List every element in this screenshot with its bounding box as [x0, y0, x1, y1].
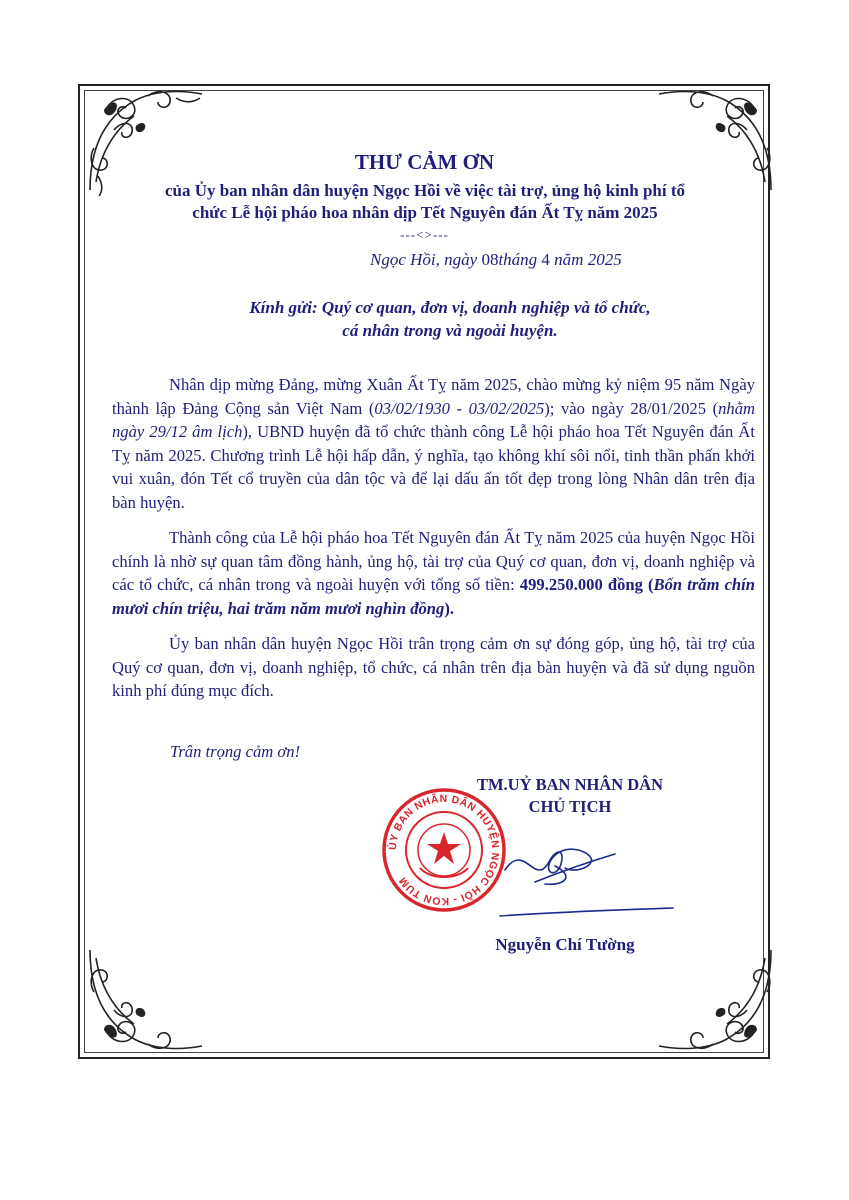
letter-title: THƯ CẢM ƠN — [354, 150, 495, 174]
date-suffix: năm 2025 — [549, 250, 622, 269]
recipient-line: Kính gửi: Quý cơ quan, đơn vị, doanh nghiệp và tổ chức, — [249, 298, 651, 317]
signatory-position: CHỦ TỊCH — [528, 797, 612, 816]
signer-name: Nguyễn Chí Tường — [495, 935, 635, 954]
signatory-org: TM.UỶ BAN NHÂN DÂN — [476, 775, 664, 794]
date-line — [370, 250, 622, 270]
donation-amount-words: Bốn trăm chín mươi chín triệu, hai trăm năm mươi nghìn đồng — [112, 575, 755, 618]
corner-ornament-icon — [655, 944, 775, 1054]
recipient-line: cá nhân trong và ngoài huyện. — [342, 321, 558, 340]
seal-text: ỦY BAN NHÂN DÂN HUYỆN NGỌC HỒI - KON TUM — [386, 792, 502, 908]
closing-line: Trân trọng cảm ơn! — [170, 742, 301, 761]
text-span: ), UBND huyện đã tổ chức thành công Lễ hội pháo hoa Tết Nguyên đán Ất Tỵ năm 2025. Chương trình Lễ hội hấp dẫn, ý nghĩa, tạo không khí sôi nổi, tinh thần phấn khởi vui xuân, đón Tết cổ truyền của dân tộc và để lại dấu ấn tốt đẹp trong lòng Nhân dân trên địa bàn huyện. — [112, 422, 755, 512]
donation-amount: 499.250.000 đồng — [519, 575, 643, 594]
date-month: 4 — [541, 250, 550, 269]
body-paragraph — [112, 526, 755, 620]
text-span: ). — [444, 598, 455, 618]
text-span: 03/02/1930 - 03/02/2025 — [374, 398, 545, 418]
date-month-label: tháng — [498, 250, 542, 269]
date-prefix: Ngọc Hồi, ngày — [370, 250, 482, 269]
text-span: ( — [642, 575, 654, 594]
text-span: ); vào ngày 28/01/2025 ( — [544, 398, 719, 418]
header-divider: ---<>--- — [400, 227, 449, 242]
body-paragraph — [112, 373, 755, 514]
letter-subtitle — [120, 180, 730, 224]
recipient-block — [150, 296, 750, 342]
date-day: 08 — [481, 250, 499, 269]
official-seal-icon — [380, 786, 508, 914]
letter-body — [112, 373, 755, 715]
text-span: Thành công của Lễ hội pháo hoa Tết Nguyên đán Ất Tỵ năm 2025 của huyện Ngọc Hồi chính là nhờ sự quan tâm đồng hành, ủng hộ, tài trợ của Quý cơ quan, đơn vị, doanh nghiệp và các tổ chức, cá nhân trong và ngoài huyện với tổng số tiền: — [112, 528, 755, 594]
subtitle-line: chức Lễ hội pháo hoa nhân dịp Tết Nguyên đán Ất Tỵ năm 2025 — [192, 203, 658, 222]
text-span: Nhân dịp mừng Đảng, mừng Xuân Ất Tỵ năm 2025, chào mừng kỷ niệm 95 năm Ngày thành lập Đảng Cộng sản Việt Nam ( — [112, 375, 755, 418]
text-span: nhằm ngày 29/12 âm lịch — [112, 398, 755, 441]
corner-ornament-icon — [86, 944, 206, 1054]
handwritten-signature-icon — [495, 830, 675, 920]
subtitle-line: của Ủy ban nhân dân huyện Ngọc Hồi về việc tài trợ, ủng hộ kinh phí tổ — [165, 181, 685, 200]
body-paragraph: Ủy ban nhân dân huyện Ngọc Hồi trân trọng cảm ơn sự đóng góp, ủng hộ, tài trợ của Quý cơ quan, đơn vị, doanh nghiệp, tổ chức, cá nhân trên địa bàn huyện và đã sử dụng nguồn kinh phí đúng mục đích. — [112, 634, 755, 700]
